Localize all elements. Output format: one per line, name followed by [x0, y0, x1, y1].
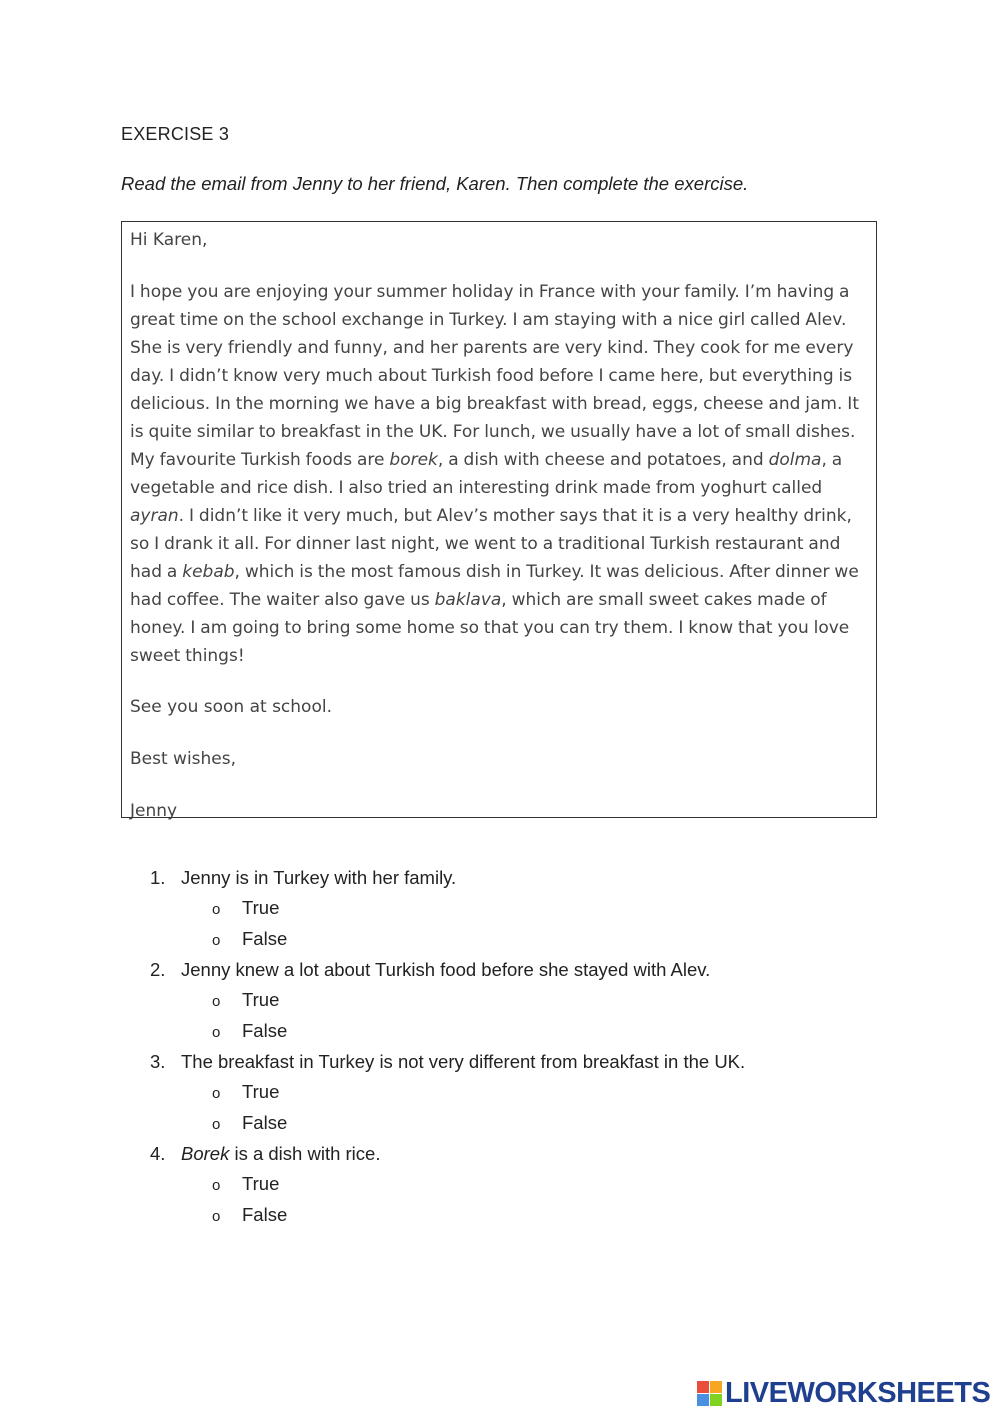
brand-name: LIVEWORKSHEETS [725, 1377, 991, 1409]
option-label: True [242, 1081, 280, 1102]
email-body-part: . I didn’t like it very much, but Alev’s mother says that it is a very healthy drink, so I drank it all. For dinner last night, we went to a traditional Turkish restaurant and had a [130, 506, 852, 582]
email-box [121, 221, 877, 821]
email-body-part: , a dish with cheese and potatoes, and [437, 450, 769, 470]
option-bullet-icon: o [212, 1115, 221, 1133]
option-q4-false[interactable] [150, 1200, 890, 1231]
option-q2-false[interactable] [150, 1016, 890, 1047]
question-text: Jenny is in Turkey with her family. [181, 867, 457, 888]
option-label: False [242, 927, 288, 949]
food-word-borek: borek [389, 450, 438, 470]
exercise-heading: EXERCISE 3 [121, 124, 230, 144]
food-word-ayran: ayran [130, 506, 179, 526]
option-bullet-icon: o [212, 1177, 221, 1194]
email-body-part: , which is the most famous dish in Turkey. It was delicious. After dinner we had coffee. The waiter also gave us [130, 562, 859, 610]
logo-square [710, 1394, 722, 1406]
logo-square [710, 1381, 722, 1393]
question-italic-word: Borek [181, 1143, 230, 1164]
option-bullet-icon: o [212, 931, 221, 949]
option-bullet-icon: o [212, 993, 221, 1010]
question-text: is a dish with rice. [229, 1143, 381, 1164]
email-signature-name: Jenny [130, 801, 178, 821]
option-label: True [242, 1173, 280, 1194]
question-number: 3. [150, 1051, 166, 1072]
question-1 [150, 862, 890, 893]
question-2 [150, 954, 890, 985]
food-word-baklava: baklava [434, 590, 502, 610]
question-4 [150, 1138, 890, 1169]
option-q1-true[interactable] [150, 893, 890, 924]
logo-square [697, 1381, 709, 1393]
question-number: 2. [150, 959, 166, 980]
email-greeting: Hi Karen, [130, 230, 208, 250]
question-text: Jenny knew a lot about Turkish food before she stayed with Alev. [181, 959, 711, 980]
question-number: 1. [150, 867, 166, 888]
option-bullet-icon: o [212, 1207, 221, 1225]
option-q1-false[interactable] [150, 924, 890, 955]
question-number: 4. [150, 1143, 166, 1164]
option-q3-true[interactable] [150, 1077, 890, 1108]
option-label: False [242, 1019, 288, 1041]
liveworksheets-brand[interactable] [697, 1377, 990, 1410]
question-3 [150, 1046, 890, 1077]
instruction-text: Read the email from Jenny to her friend, Karen. Then complete the exercise. [121, 173, 749, 194]
food-word-dolma: dolma [768, 450, 822, 470]
email-body-part: , which are small sweet cakes made of honey. I am going to bring some home so that you can try them. I know that you love sweet things! [130, 590, 850, 666]
option-label: True [242, 989, 280, 1010]
option-bullet-icon: o [212, 1023, 221, 1041]
option-q4-true[interactable] [150, 1169, 890, 1200]
email-body-part: I hope you are enjoying your summer holiday in France with your family. I’m having a great time on the school exchange in Turkey. I am staying with a nice girl called Alev. She is very friendly and funny, and her parents are very kind. They cook for me every day. I didn’t know very much about Turkish food before I came here, but everything is delicious. In the morning we have a big breakfast with bread, eggs, cheese and jam. It is quite similar to breakfast in the UK. For lunch, we usually have a lot of small dishes. My favourite Turkish foods are [130, 282, 859, 470]
email-closing: See you soon at school. [130, 697, 332, 717]
option-bullet-icon: o [212, 901, 221, 918]
email-body [130, 278, 868, 670]
option-q2-true[interactable] [150, 985, 890, 1016]
option-bullet-icon: o [212, 1085, 221, 1102]
option-label: False [242, 1111, 288, 1133]
logo-square [697, 1394, 709, 1406]
option-label: True [242, 897, 280, 918]
question-text: The breakfast in Turkey is not very different from breakfast in the UK. [181, 1051, 746, 1072]
option-q3-false[interactable] [150, 1108, 890, 1139]
question-list [150, 862, 890, 1230]
food-word-kebab: kebab [182, 562, 235, 582]
email-body-part: , a vegetable and rice dish. I also tried an interesting drink made from yoghurt called [130, 450, 843, 498]
liveworksheets-logo-icon [697, 1381, 723, 1407]
option-label: False [242, 1203, 288, 1225]
email-signoff: Best wishes, [130, 749, 237, 769]
